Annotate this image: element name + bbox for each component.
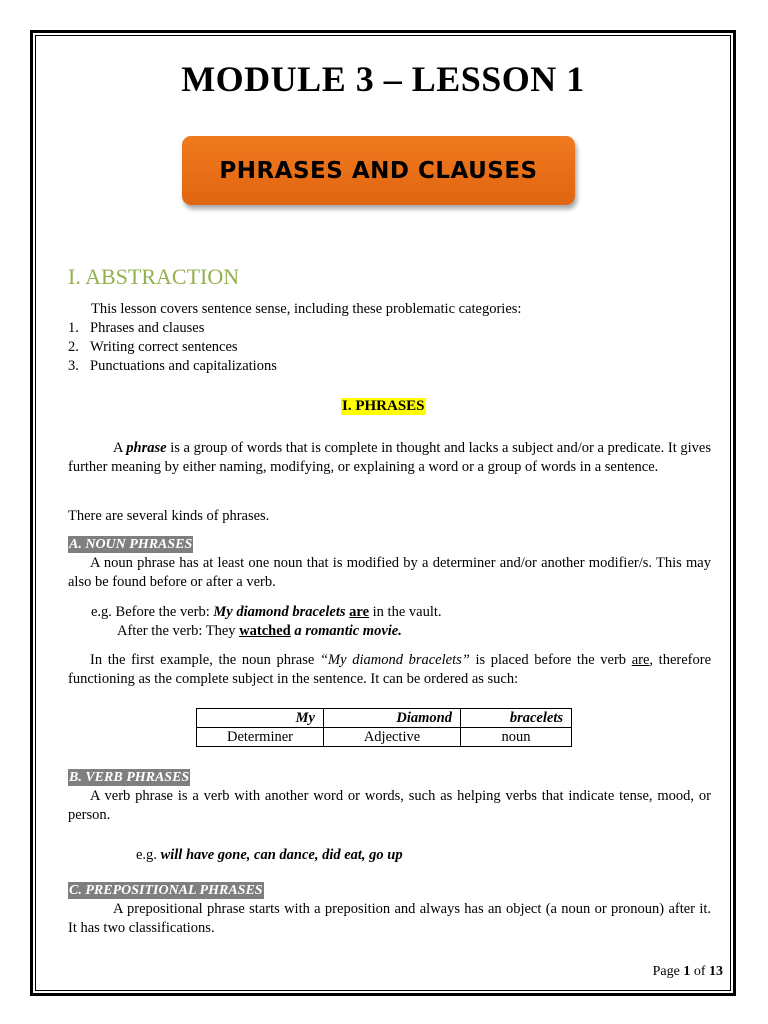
prepositional-phrases-heading: C. PREPOSITIONAL PHRASES [69, 883, 263, 898]
table-cell: Determiner [197, 728, 324, 747]
list-item: 3. Punctuations and capitalizations [68, 358, 277, 374]
lesson-banner [182, 136, 575, 205]
phrases-heading: I. PHRASES [342, 398, 425, 414]
noun-phrase-text: A noun phrase has at least one noun that is modified by a determiner and/or another modifier/s. This may also be found before or after a verb. [68, 555, 711, 590]
noun-phrases-heading: A. NOUN PHRASES [69, 537, 193, 552]
prepositional-phrase-text: A prepositional phrase starts with a preposition and always has an object (a noun or pronoun) after it. It has two classifications. [68, 901, 711, 936]
phrase-definition: A phrase is a group of words that is complete in thought and lacks a subject and/or a predicate. It gives further meaning by either naming, modifying, or explaining a word or a group of words in a sentence. [68, 440, 712, 475]
banner-text: PHRASES AND CLAUSES [219, 157, 538, 184]
noun-example-1: e.g. Before the verb: My diamond bracelets are in the vault. [91, 604, 442, 620]
page-title: MODULE 3 – LESSON 1 [181, 59, 585, 99]
verb-example: e.g. will have gone, can dance, did eat, go up [136, 847, 403, 863]
verb-phrases-heading: B. VERB PHRASES [69, 770, 190, 785]
kinds-text: There are several kinds of phrases. [68, 508, 270, 524]
page-number: Page 1 of 13 [652, 964, 723, 979]
list-item: 2. Writing correct sentences [68, 339, 238, 355]
abstraction-intro: This lesson covers sentence sense, including these problematic categories: [91, 301, 522, 317]
noun-explanation: In the first example, the noun phrase “My diamond bracelets” is placed before the verb are, therefore functioning as the complete subject in the sentence. It can be ordered as such: [68, 652, 711, 687]
list-item: 1. Phrases and clauses [68, 320, 205, 336]
table-row [197, 728, 572, 747]
abstraction-heading: I. ABSTRACTION [68, 264, 240, 289]
table-cell: My [197, 709, 324, 728]
abstraction-list [68, 319, 568, 376]
noun-phrase-table [196, 708, 572, 747]
noun-example-2: After the verb: They watched a romantic movie. [117, 623, 402, 639]
table-cell: Adjective [324, 728, 461, 747]
table-cell: noun [461, 728, 572, 747]
table-cell: bracelets [461, 709, 572, 728]
table-row [197, 709, 572, 728]
table-cell: Diamond [324, 709, 461, 728]
verb-phrase-text: A verb phrase is a verb with another word or words, such as helping verbs that indicate tense, mood, or person. [68, 788, 711, 823]
